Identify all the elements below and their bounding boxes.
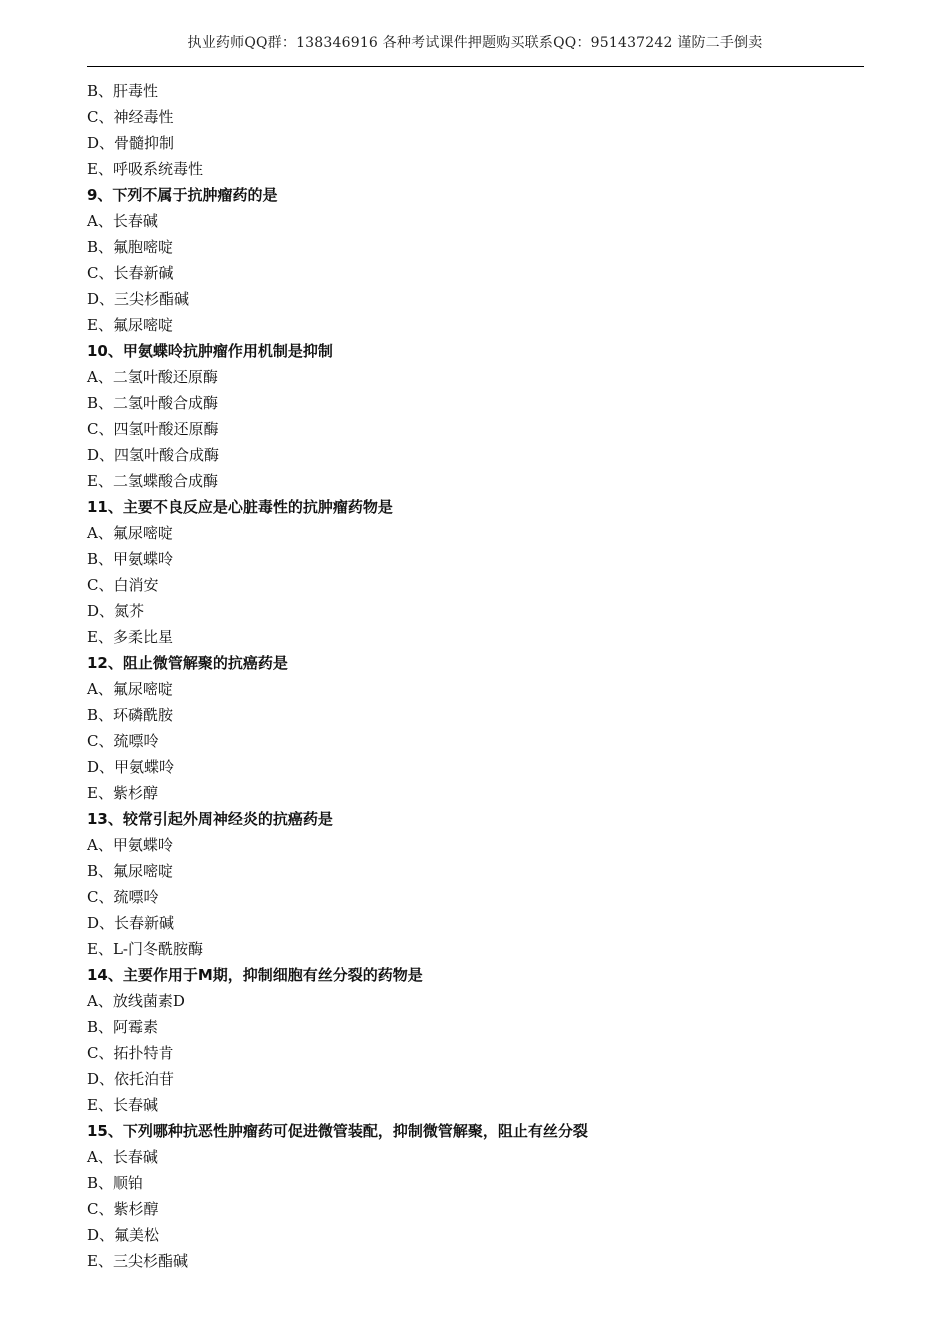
answer-option: A、氟尿嘧啶 [87,524,173,542]
question-stem: 9、下列不属于抗肿瘤药的是 [87,186,278,204]
question-list [87,78,864,1274]
answer-option: D、三尖杉酯碱 [87,290,190,308]
answer-option: B、环磷酰胺 [87,706,174,724]
answer-option: A、氟尿嘧啶 [87,680,173,698]
answer-option: B、甲氨蝶呤 [87,550,174,568]
answer-option: A、放线菌素D [87,992,185,1010]
answer-option: C、紫杉醇 [87,1200,159,1218]
answer-option: A、长春碱 [87,1148,158,1166]
answer-option: E、二氢蝶酸合成酶 [87,472,218,490]
answer-option: C、巯嘌呤 [87,732,159,750]
answer-option: D、甲氨蝶呤 [87,758,175,776]
question-stem: 15、下列哪种抗恶性肿瘤药可促进微管装配，抑制微管解聚，阻止有丝分裂 [87,1122,588,1140]
answer-option: D、骨髓抑制 [87,134,175,152]
answer-option: B、氟胞嘧啶 [87,238,174,256]
answer-option: E、氟尿嘧啶 [87,316,173,334]
question-stem: 12、阻止微管解聚的抗癌药是 [87,654,288,672]
header-divider [87,66,864,67]
answer-option: D、四氢叶酸合成酶 [87,446,220,464]
answer-option: C、白消安 [87,576,159,594]
page-header: 执业药师QQ群：138346916 各种考试课件押题购买联系QQ：951437242 谨防二手倒卖 [187,35,763,51]
answer-option: D、氮芥 [87,602,145,620]
question-stem: 10、甲氨蝶呤抗肿瘤作用机制是抑制 [87,342,333,360]
question-stem: 11、主要不良反应是心脏毒性的抗肿瘤药物是 [87,498,393,516]
question-stem: 13、较常引起外周神经炎的抗癌药是 [87,810,333,828]
answer-option: C、拓扑特肯 [87,1044,174,1062]
answer-option: E、多柔比星 [87,628,173,646]
answer-option: B、顺铂 [87,1174,144,1192]
answer-option: B、阿霉素 [87,1018,159,1036]
answer-option: A、长春碱 [87,212,158,230]
answer-option: E、长春碱 [87,1096,158,1114]
answer-option: D、长春新碱 [87,914,175,932]
answer-option: B、氟尿嘧啶 [87,862,174,880]
answer-option: B、肝毒性 [87,82,159,100]
answer-option: D、氟美松 [87,1226,160,1244]
answer-option: E、L-门冬酰胺酶 [87,940,203,958]
question-stem: 14、主要作用于M期，抑制细胞有丝分裂的药物是 [87,966,423,984]
answer-option: A、甲氨蝶呤 [87,836,173,854]
answer-option: E、三尖杉酯碱 [87,1252,188,1270]
answer-option: B、二氢叶酸合成酶 [87,394,219,412]
answer-option: E、紫杉醇 [87,784,158,802]
answer-option: A、二氢叶酸还原酶 [87,368,218,386]
answer-option: C、神经毒性 [87,108,174,126]
answer-option: C、巯嘌呤 [87,888,159,906]
answer-option: C、长春新碱 [87,264,174,282]
answer-option: E、呼吸系统毒性 [87,160,203,178]
answer-option: C、四氢叶酸还原酶 [87,420,219,438]
answer-option: D、依托泊苷 [87,1070,175,1088]
